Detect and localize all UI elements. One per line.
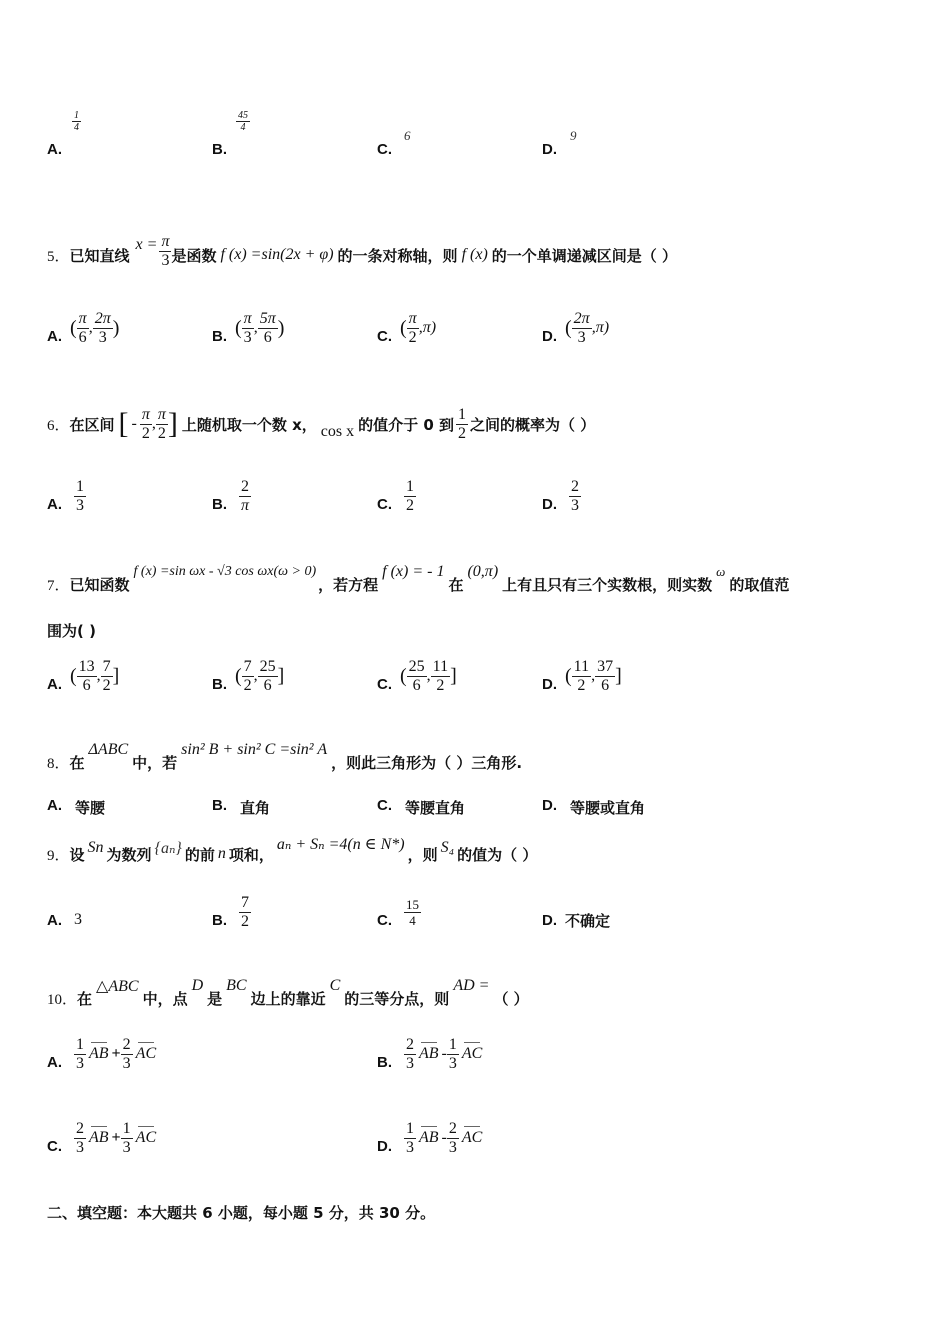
q6-stem: 6． 在区间 [ - $\frac{\pi}{2}$ , $\frac{\pi}{2}$ ] 上随机取一个数 x， cos x 的值介于 0 到 $\frac{1}{2}$ 之间的概率为（ ） bbox=[47, 405, 596, 442]
q7-option-b: B. ( $\frac{7}{2}$ , $\frac{25}{6}$ ] bbox=[212, 657, 285, 694]
q9-option-c: C. $\frac{15}{4}$ bbox=[377, 896, 419, 929]
q8-option-b-label: B. bbox=[212, 797, 227, 814]
q9-stem: 9． 设 Sn 为数列 {aₙ} 的前 n 项和， aₙ + Sₙ =4(n ∈ N*) ，则 S₄ 的值为（ ） bbox=[47, 836, 538, 864]
q7-option-c: C. ( $\frac{25}{6}$ , $\frac{11}{2}$ ] bbox=[377, 657, 457, 694]
section-heading-fill-in: 二、填空题：本大题共 6 小题，每小题 5 分，共 30 分。 bbox=[47, 1204, 436, 1222]
q4-option-a-value: $\frac{1}{4}$ bbox=[74, 110, 79, 133]
q5-option-a: A. ( $\frac{\pi}{6}$ , $\frac{2\pi}{3}$ ) bbox=[47, 309, 120, 346]
q9-option-a: A. 3 bbox=[47, 911, 82, 929]
q6-option-d: D. $\frac{2}{3}$ bbox=[542, 477, 579, 514]
q8-option-c-text: 等腰直角 bbox=[405, 799, 466, 817]
q10-option-a: A. $\frac{1}{3}$ AB + $\frac{2}{3}$ AC bbox=[47, 1035, 157, 1072]
q4-option-c-value: 6 bbox=[404, 128, 411, 143]
q5-option-b: B. ( $\frac{\pi}{3}$ , $\frac{5\pi}{6}$ ) bbox=[212, 309, 285, 346]
q4-option-d-label: D. bbox=[542, 141, 557, 158]
q5-stem: 5． 已知直线 x = $\frac{\pi}{3}$ 是函数 f (x) =sin(2x + φ) 的一条对称轴，则 f (x) 的一个单调递减区间是（ ） bbox=[47, 232, 677, 269]
q4-option-c-label: C. bbox=[377, 141, 392, 158]
q7-stem-line1: 7． 已知函数 f (x) =sin ωx - √3 cos ωx(ω > 0) ，若方程 f (x) = - 1 在 (0,π) 上有且只有三个实数根，则实数 ω 的取值范 bbox=[47, 563, 790, 594]
q9-option-d: D. 不确定 bbox=[542, 911, 611, 930]
q5-pi-over-3: $\frac{\pi}{3}$ bbox=[161, 232, 170, 269]
q4-option-b-label: B. bbox=[212, 141, 227, 158]
q6-option-a: A. $\frac{1}{3}$ bbox=[47, 477, 84, 514]
q4-option-a-label: A. bbox=[47, 141, 62, 158]
q5-option-c: C. ( $\frac{\pi}{2}$ ,π) bbox=[377, 309, 437, 346]
q7-option-a: A. ( $\frac{13}{6}$ , $\frac{7}{2}$ ] bbox=[47, 657, 120, 694]
q10-option-d: D. $\frac{1}{3}$ AB - $\frac{2}{3}$ AC bbox=[377, 1119, 483, 1156]
q10-option-b: B. $\frac{2}{3}$ AB - $\frac{1}{3}$ AC bbox=[377, 1035, 483, 1072]
q8-stem: 8． 在 ΔABC 中，若 sin² B + sin² C =sin² A ，则此三角形为（ ）三角形. bbox=[47, 741, 523, 772]
q8-option-d-text: 等腰或直角 bbox=[570, 799, 646, 817]
q10-stem: 10． 在 △ABC 中，点 D 是 BC 边上的靠近 C 的三等分点，则 AD = （ ） bbox=[47, 977, 529, 1008]
q5-option-d: D. ( $\frac{2\pi}{3}$ ,π) bbox=[542, 309, 610, 346]
q7-stem-line2: 围为( ) bbox=[47, 622, 96, 640]
q8-option-c-label: C. bbox=[377, 797, 392, 814]
q7-option-d: D. ( $\frac{11}{2}$ , $\frac{37}{6}$ ] bbox=[542, 657, 622, 694]
q10-option-c: C. $\frac{2}{3}$ AB + $\frac{1}{3}$ AC bbox=[47, 1119, 157, 1156]
q8-option-a-label: A. bbox=[47, 797, 62, 814]
q8-option-b-text: 直角 bbox=[240, 799, 271, 817]
q8-option-d-label: D. bbox=[542, 797, 557, 814]
q9-option-b: B. $\frac{7}{2}$ bbox=[212, 893, 249, 930]
q4-option-b-value: $\frac{45}{4}$ bbox=[238, 110, 248, 133]
q6-option-b: B. $\frac{2}{\pi}$ bbox=[212, 477, 250, 514]
q6-option-c: C. $\frac{1}{2}$ bbox=[377, 477, 414, 514]
q8-option-a-text: 等腰 bbox=[75, 799, 106, 817]
q4-option-d-value: 9 bbox=[570, 128, 577, 143]
